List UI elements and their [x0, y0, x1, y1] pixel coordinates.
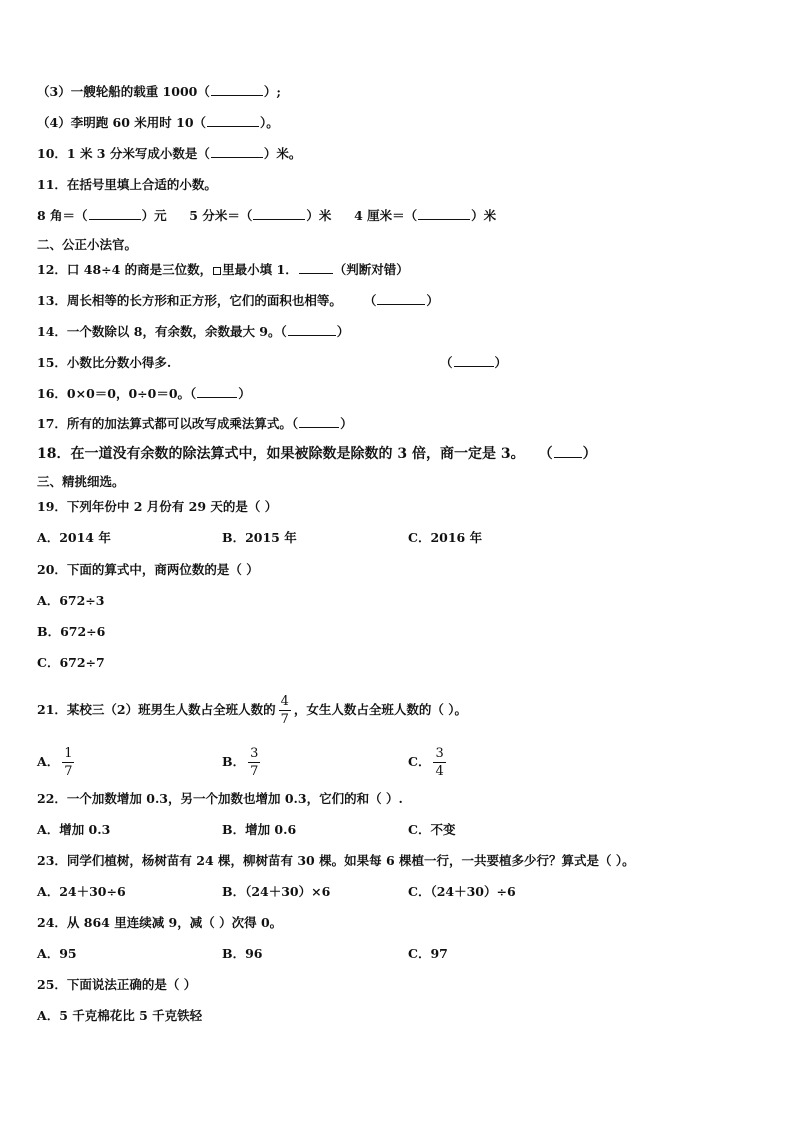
question-20: 20．下面的算式中，商两位数的是（ ）: [37, 562, 259, 577]
q19-option-a[interactable]: A．2014 年: [37, 530, 111, 545]
fraction: $\frac{3}{7}$: [250, 746, 259, 779]
answer-blank[interactable]: [89, 208, 141, 220]
q20-option-a[interactable]: A．672÷3: [37, 593, 105, 608]
question-10: 10．1 米 3 分米写成小数是（ ）米。: [37, 146, 302, 161]
question-17: 17．所有的加法算式都可以改写成乘法算式。（ ）: [37, 416, 353, 431]
q25-option-a[interactable]: A．5 千克棉花比 5 千克铁轻: [37, 1008, 203, 1023]
q9-3-text: （3）一艘轮船的载重 1000（: [37, 84, 210, 99]
answer-blank[interactable]: [418, 208, 470, 220]
q23-option-c[interactable]: C．（24＋30）÷6: [408, 884, 516, 899]
q21-option-b[interactable]: B． $\frac{3}{7}$: [222, 746, 259, 779]
answer-blank[interactable]: [554, 446, 582, 458]
question-23: 23．同学们植树，杨树苗有 24 棵，柳树苗有 30 棵。如果每 6 棵植一行，一共要植多少行？算式是（ ）。: [37, 853, 635, 868]
q19-option-c[interactable]: C．2016 年: [408, 530, 483, 545]
q20-option-b[interactable]: B．672÷6: [37, 624, 106, 639]
q22-option-b[interactable]: B．增加 0.6: [222, 822, 297, 837]
question-24: 24．从 864 里连续减 9，减（ ）次得 0。: [37, 915, 283, 930]
q19-option-b[interactable]: B．2015 年: [222, 530, 297, 545]
question-15-answer: （ ）: [440, 355, 508, 370]
answer-blank[interactable]: [377, 293, 425, 305]
question-18: 18．在一道没有余数的除法算式中，如果被除数是除数的 3 倍，商一定是 3。 （ ）: [37, 446, 597, 462]
answer-blank[interactable]: [197, 386, 237, 398]
fraction: $\frac{4}{7}$: [280, 694, 289, 727]
fraction: $\frac{1}{7}$: [64, 746, 73, 779]
answer-blank[interactable]: [207, 115, 259, 127]
question-12: 12．口 48÷4 的商是三位数， 里最小填 1． （判断对错）: [37, 262, 409, 277]
square-box-icon: [213, 267, 221, 275]
question-11: 11．在括号里填上合适的小数。: [37, 177, 217, 192]
q23-option-b[interactable]: B．（24＋30）×6: [222, 884, 331, 899]
q23-option-a[interactable]: A．24＋30÷6: [37, 884, 126, 899]
q9-4-text: （4）李明跑 60 米用时 10（: [37, 115, 207, 130]
question-16: 16．0×0＝0，0÷0＝0。（ ）: [37, 386, 251, 401]
question-13: 13．周长相等的长方形和正方形，它们的面积也相等。 （ ）: [37, 293, 439, 308]
question-9-part-3: （3）一艘轮船的载重 1000（ ）;: [37, 84, 281, 99]
answer-blank[interactable]: [454, 355, 494, 367]
question-21: 21．某校三（2）班男生人数占全班人数的 $\frac{4}{7}$ ，女生人数占全班人数的（ ）。: [37, 694, 467, 727]
question-22: 22．一个加数增加 0.3，另一个加数也增加 0.3，它们的和（ ）.: [37, 791, 403, 806]
answer-blank[interactable]: [288, 324, 336, 336]
q24-option-a[interactable]: A．95: [37, 946, 77, 961]
q20-option-c[interactable]: C．672÷7: [37, 655, 105, 670]
q21-option-c[interactable]: C． $\frac{3}{4}$: [408, 746, 444, 779]
answer-blank[interactable]: [253, 208, 305, 220]
answer-blank[interactable]: [299, 262, 333, 274]
question-19: 19．下列年份中 2 月份有 29 天的是（ ）: [37, 499, 278, 514]
section-3-heading: 三、精挑细选。: [37, 474, 125, 489]
q24-option-c[interactable]: C．97: [408, 946, 448, 961]
fraction: $\frac{3}{4}$: [435, 746, 444, 779]
answer-blank[interactable]: [299, 416, 339, 428]
question-9-part-4: （4）李明跑 60 米用时 10（ ）。: [37, 115, 279, 130]
question-11-blanks: 8 角＝（ ）元 5 分米＝（ ）米 4 厘米＝（ ）米: [37, 208, 497, 223]
section-2-heading: 二、公正小法官。: [37, 237, 138, 252]
q24-option-b[interactable]: B．96: [222, 946, 263, 961]
q21-option-a[interactable]: A． $\frac{1}{7}$: [37, 746, 73, 779]
question-15: 15．小数比分数小得多.: [37, 355, 172, 370]
answer-blank[interactable]: [211, 84, 263, 96]
question-25: 25．下面说法正确的是（ ）: [37, 977, 197, 992]
q22-option-a[interactable]: A．增加 0.3: [37, 822, 111, 837]
answer-blank[interactable]: [211, 146, 263, 158]
question-14: 14．一个数除以 8，有余数，余数最大 9。（ ）: [37, 324, 350, 339]
q22-option-c[interactable]: C．不变: [408, 822, 456, 837]
